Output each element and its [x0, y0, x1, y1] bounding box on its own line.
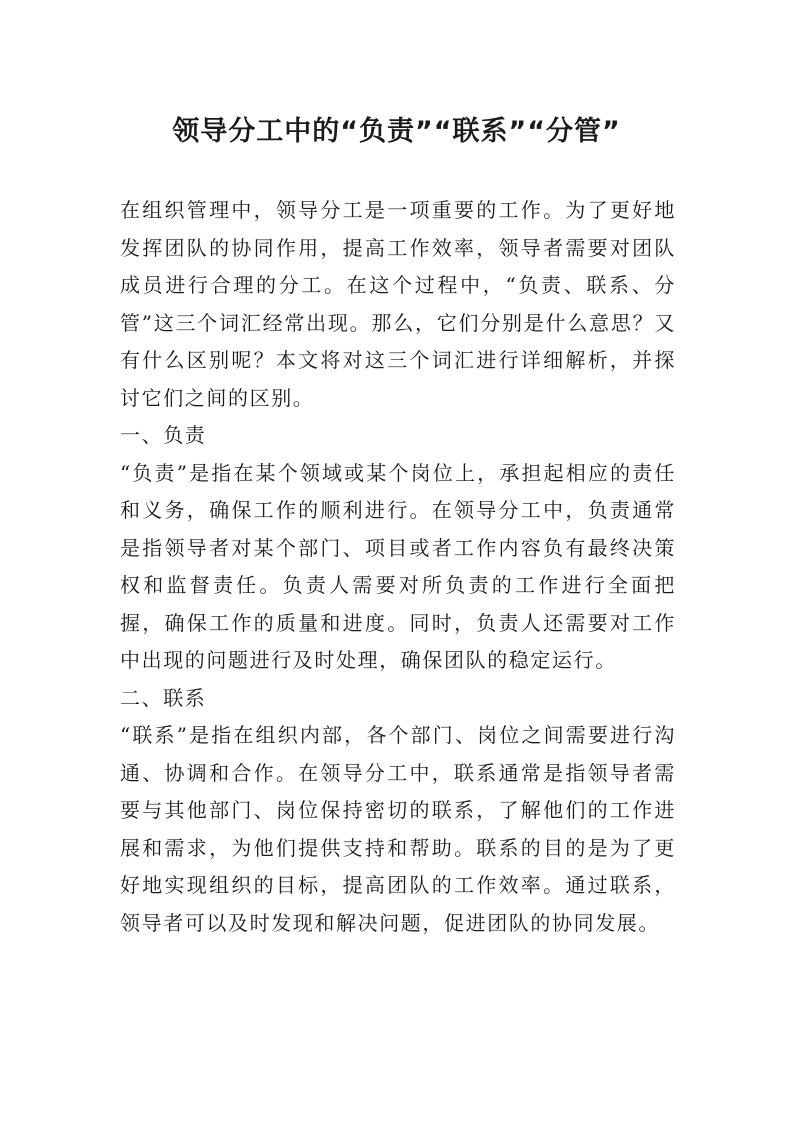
- paragraph-responsible: “负责”是指在某个领域或某个岗位上，承担起相应的责任和义务，确保工作的顺利进行。在领导分工中，负责通常是指领导者对某个部门、项目或者工作内容负有最终决策权和监督责任。负责人需要对所负责的工作进行全面把握，确保工作的质量和进度。同时，负责人还需要对工作中出现的问题进行及时处理，确保团队的稳定运行。: [120, 460, 676, 672]
- paragraph-liaison: “联系”是指在组织内部，各个部门、岗位之间需要进行沟通、协调和合作。在领导分工中，联系通常是指领导者需要与其他部门、岗位保持密切的联系，了解他们的工作进展和需求，为他们提供支持和帮助。联系的目的是为了更好地实现组织的目标，提高团队的工作效率。通过联系，领导者可以及时发现和解决问题，促进团队的协同发展。: [120, 723, 676, 935]
- section-heading-liaison: 二、联系: [120, 685, 207, 710]
- section-heading-responsible: 一、负责: [120, 423, 207, 447]
- document-title: 领导分工中的“负责”“联系”“分管”: [172, 116, 621, 147]
- document-body: [120, 192, 676, 942]
- intro-paragraph: 在组织管理中，领导分工是一项重要的工作。为了更好地发挥团队的协同作用，提高工作效率，领导者需要对团队成员进行合理的分工。在这个过程中，“负责、联系、分管”这三个词汇经常出现。那么，它们分别是什么意思？又有什么区别呢？本文将对这三个词汇进行详细解析，并探讨它们之间的区别。: [120, 198, 676, 410]
